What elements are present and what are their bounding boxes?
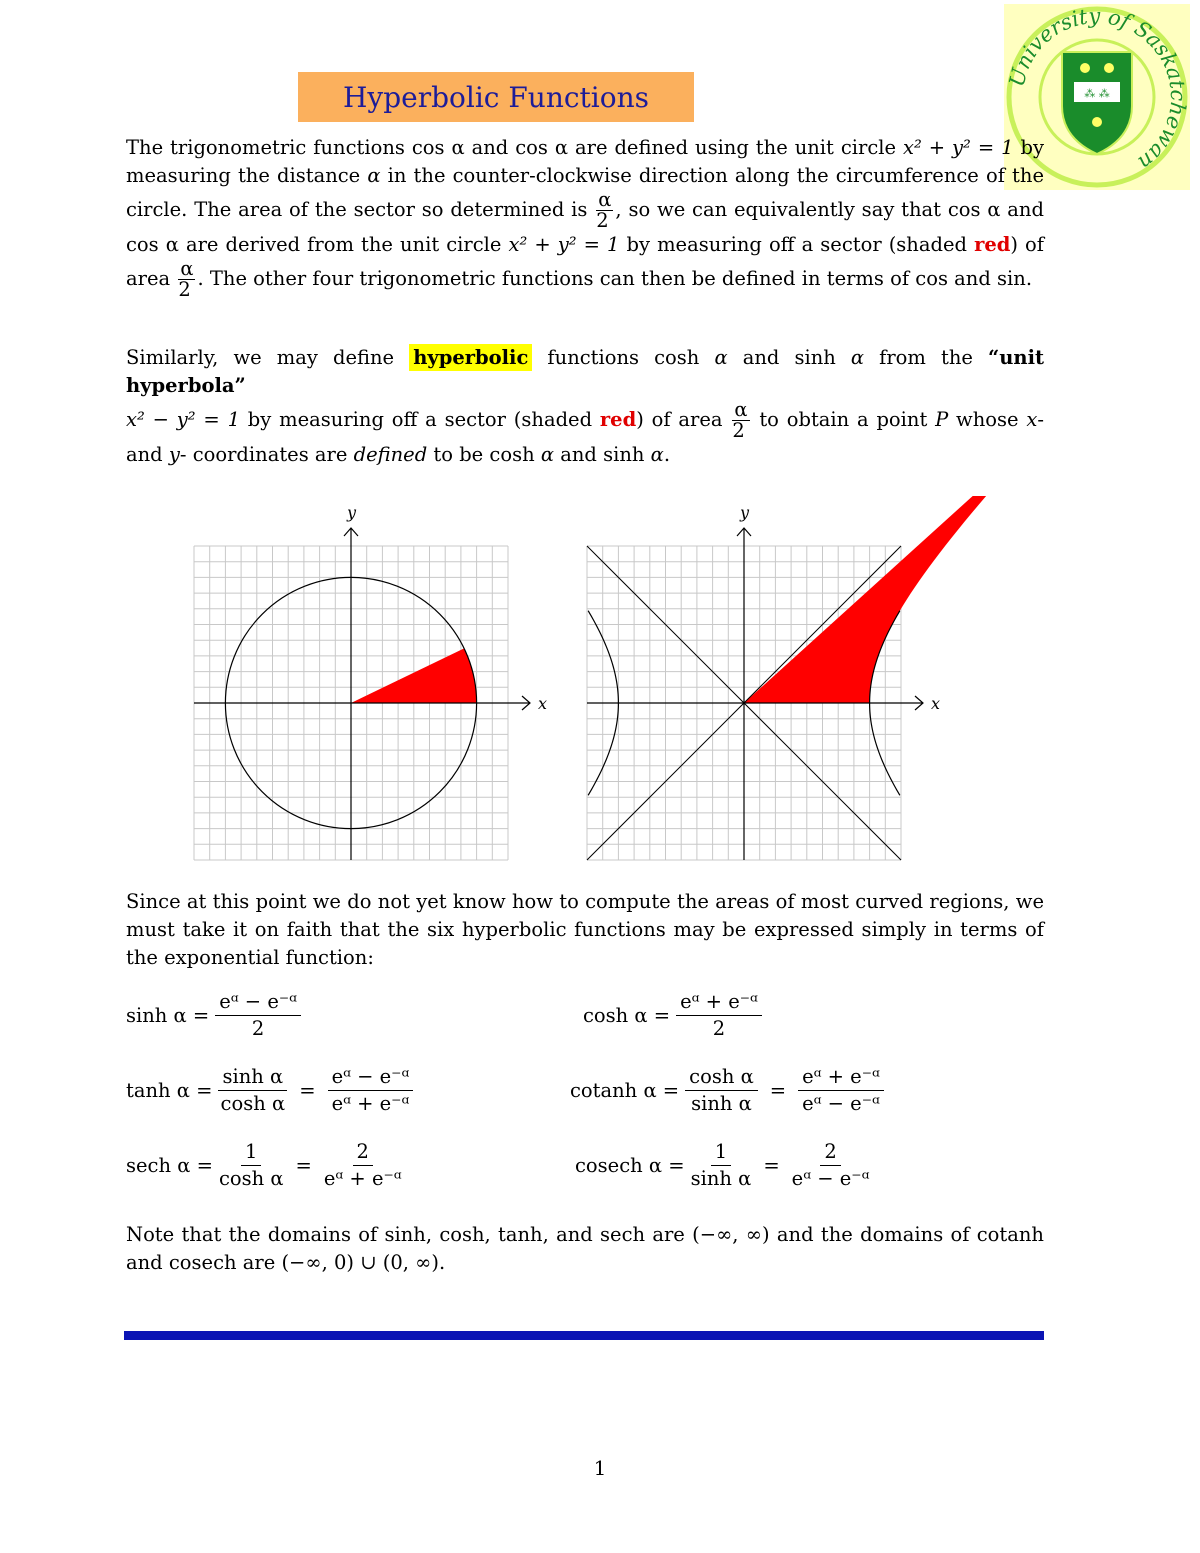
- equation-unit-circle: x² + y² = 1: [508, 233, 620, 256]
- page-title: Hyperbolic Functions: [342, 80, 650, 114]
- formula-tanh: tanh α = $\frac{\text{sinh α}}{\text{cosh α}}$ = $\frac{\text{eᵅ − e⁻ᵅ}}{\text{eᵅ + e⁻ᵅ}}$: [126, 1063, 419, 1117]
- unit-hyperbola-diagram: [587, 496, 1058, 860]
- svg-text:⁂ ⁂: ⁂ ⁂: [1084, 87, 1110, 100]
- formula-cosh: cosh α = $\frac{\text{eᵅ + e⁻ᵅ}}{2}$: [583, 988, 768, 1042]
- paragraph-hyperbolic-definition: Similarly, we may define hyperbolic functions cosh α and sinh α from the “unit hyperbola” x² − y² = 1 by measuring off a sector (shaded red) of area $\frac{\alpha}{2}$ to obtain a point P whose x- and y- coordinates are defined to be cosh α and sinh α.: [126, 346, 1045, 466]
- page-number: 1: [593, 1456, 607, 1480]
- footer-rule: [124, 1331, 1044, 1340]
- highlighted-keyword: hyperbolic: [409, 344, 532, 371]
- y-axis-label: y: [740, 503, 750, 522]
- unit-circle-diagram: [194, 503, 547, 860]
- x-axis-label: x: [538, 694, 548, 713]
- paragraph-domains: Note that the domains of sinh, cosh, tanh, and sech are (−∞, ∞) and the domains of cotanh and cosech are (−∞, 0) ∪ (0, ∞).: [126, 1223, 1044, 1274]
- y-axis-label: y: [347, 503, 357, 522]
- bold-unit-hyperbola: “unit hyperbola”: [126, 346, 1045, 397]
- fraction-alpha-half: $\frac{\alpha}{2}$: [178, 257, 194, 301]
- red-keyword: red: [974, 233, 1011, 256]
- equation-unit-circle: x² + y² = 1: [902, 136, 1014, 159]
- fraction-alpha-half: $\frac{\alpha}{2}$: [732, 398, 748, 442]
- svg-text:University of Saskatchewan: University of Saskatchewan: [1004, 4, 1190, 175]
- paragraph-trig-definition: The trigonometric functions cos α and cos α are defined using the unit circle x² + y² = 1 by measuring the distance α in the counter-clockwise direction along the circumference of the circle. The area of the sector so determined is $\frac{\alpha}{2}$ , so we can equivalently say that cos α and cos α are derived from the unit circle x² + y² = 1 by measuring off a sector (shaded red) of area $\frac{\alpha}{2}$ . The other four trigonometric functions can then be defined in terms of cos and sin.: [126, 136, 1045, 301]
- formula-cotanh: cotanh α = $\frac{\text{cosh α}}{\text{sinh α}}$ = $\frac{\text{eᵅ + e⁻ᵅ}}{\text{eᵅ − e⁻ᵅ}}$: [570, 1063, 890, 1117]
- paragraph-exponential-intro: Since at this point we do not yet know how to compute the areas of most curved regions, we must take it on faith that the six hyperbolic functions may be expressed simply in terms of the exponential function:: [126, 890, 1044, 969]
- circle-hyperbola-diagrams: [180, 496, 1080, 868]
- red-keyword: red: [599, 408, 637, 431]
- fraction-alpha-half: $\frac{\alpha}{2}$: [596, 188, 612, 232]
- formula-sech: sech α = $\frac{1}{\text{cosh α}}$ = $\frac{2}{\text{eᵅ + e⁻ᵅ}}$: [126, 1139, 402, 1190]
- title-box: [298, 72, 694, 122]
- equation-unit-hyperbola: x² − y² = 1: [126, 408, 240, 431]
- formula-sinh: sinh α = $\frac{\text{eᵅ − e⁻ᵅ}}{2}$: [126, 988, 307, 1042]
- x-axis-label: x: [931, 694, 941, 713]
- formula-cosech: cosech α = $\frac{1}{\text{sinh α}}$ = $\frac{2}{\text{eᵅ − e⁻ᵅ}}$: [575, 1139, 870, 1190]
